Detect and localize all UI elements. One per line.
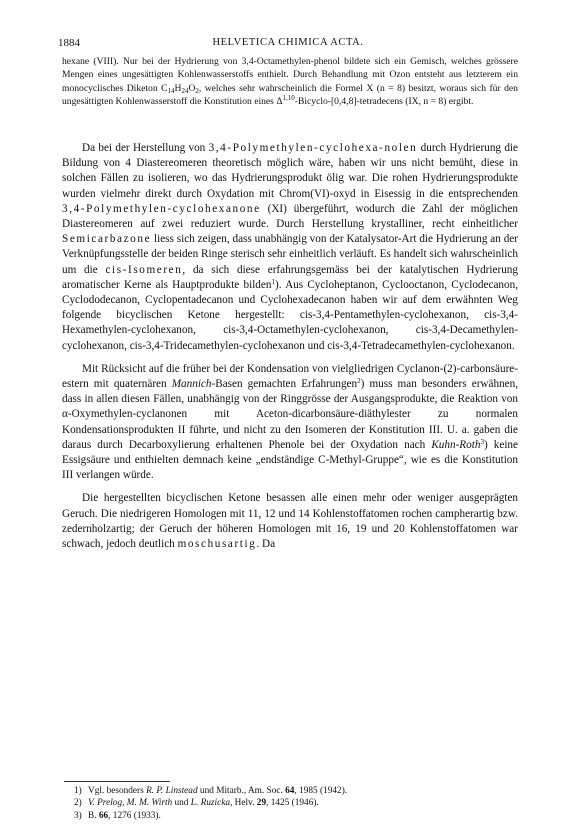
footnote-2: 2) V. Prelog, M. M. Wirth und L. Ruzicka, Helv. 29, 1425 (1946). — [74, 798, 319, 809]
footnotes — [74, 785, 518, 822]
page-header — [58, 37, 518, 53]
paragraph-1: Da bei der Herstellung von 3,4-Polymethylen-cyclohexa-nolen durch Hydrierung die Bildung von 4 Diastereomeren theoretisch möglich wäre, haben wir uns nicht bemüht, diese in solchen Fällen zu isolieren, wo das Hydrierungsprodukt ölig war. Die rohen Hydrierungsprodukte wurden vielmehr direkt durch Oxydation mit Chrom(VI)-oxyd in Eisessig in die entsprechenden 3,4-Polymethylen-cyclohexanone (XI) übergeführt, wodurch die Zahl der möglichen Diastereomeren auf zwei reduziert wurde. Durch Herstellung krystalliner, recht einheitlicher Semicarbazone liess sich zeigen, dass unabhängig von der Katalysator-Art die Hydrierung an der Verknüpfungsstelle der beiden Ringe sterisch sehr einheitlich verläuft. Es handelt sich wahrscheinlich um die cis-Isomeren, da sich diese erfahrungsgemäss bei der katalytischen Hydrierung aromatischer Kerne als Hauptprodukte bilden$^1$). Aus Cycloheptanon, Cyclooctanon, Cyclodecanon, Cyclododecanon, Cyclopentadecanon und Cyclohexadecanon haben wir auf dem erwähnten Weg folgende bicyclischen Ketone hergestellt: cis-3,4-Pentamethylen-cyclohexanon, cis-3,4-Hexamethylen-cyclohexanon, cis-3,4-Octamethylen-cyclohexanon, cis-3,4-Decamethylen-cyclohexanon, cis-3,4-Tridecamethylen-cyclohexanon und cis-3,4-Tetradecamethylen-cyclohexanon. — [62, 142, 519, 352]
small-paragraph-text: hexane (VIII). Nur bei der Hydrierung von 3,4-Octamethylen-phenol bildete sich ein Gemisch, welches grössere Mengen eines ungesättigten Kohlenwasserstoffs enthielt. Durch Behandlung mit Ozon entsteht aus letzterem ein monocyclisches Diketon $C_{14}H_{24}O_2$, welches sehr wahrscheinlich die Formel X (n = 8) besitzt, woraus sich für den ungesättigten Kohlenwasserstoff die Konstitution eines Δ$^{1,10}$-Bicyclo-[0,4,8]-tetradecens (IX, n = 8) ergibt. — [62, 56, 518, 107]
body-text — [62, 141, 518, 560]
footnote-rule — [64, 781, 170, 782]
page-number: 1884 — [58, 37, 80, 49]
footnote-3: 3) B. 66, 1276 (1933). — [74, 810, 161, 821]
small-print-paragraph — [62, 55, 518, 108]
paragraph-2: Mit Rücksicht auf die früher bei der Kondensation von vielgliedrigen Cyclanon-(2)-carbonsäure-estern mit quaternären Mannich-Basen gemachten Erfahrungen$^2$) muss man besonders erwähnen, dass in allen diesen Fällen, unabhängig von der Ringgrösse der Ausgangsprodukte, die Reaktion von α-Oxymethylen-cyclanonen mit Aceton-dicarbonsäure-diäthylester zu normalen Kondensationsprodukten II führte, und nicht zu den Isomeren der Konstitution III. U. a. gaben die daraus durch Decarboxylierung erhaltenen Phenole bei der Oxydation nach Kuhn-Roth$^3$) keine Essigsäure und enthielten demnach keine „endständige C-Methyl-Gruppe“, wie es die Konstitution III verlangen würde. — [62, 362, 519, 482]
footnote-1: 1) Vgl. besonders R. P. Linstead und Mitarb., Am. Soc. 64, 1985 (1942). — [74, 786, 348, 796]
journal-title: HELVETICA CHIMICA ACTA. — [212, 37, 364, 48]
paragraph-3: Die hergestellten bicyclischen Ketone besassen alle einen mehr oder weniger ausgeprägten Geruch. Die niedrigeren Homologen mit 11, 12 und 14 Kohlenstoffatomen rochen campherartig bzw. zedernholzartig; der Geruch der höheren Homologen mit 16, 19 und 20 Kohlenstoffatomen war schwach, jedoch deutlich moschusartig. Da — [62, 492, 518, 551]
